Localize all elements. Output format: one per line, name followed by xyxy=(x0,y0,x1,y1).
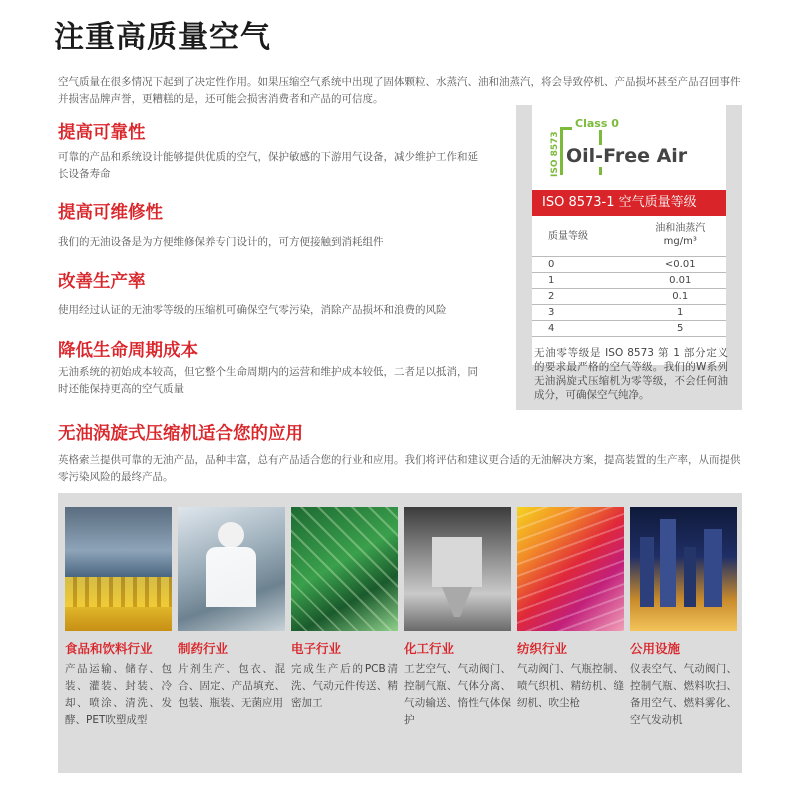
chemical-photo xyxy=(404,507,511,631)
section-title-lifecycle-cost: 降低生命周期成本 xyxy=(58,341,198,361)
section-title-maintainability: 提高可维修性 xyxy=(58,203,163,223)
row-value: 0.1 xyxy=(634,288,726,304)
logo-class-label: Class 0 xyxy=(572,117,622,130)
iso-table xyxy=(532,216,726,337)
table-row xyxy=(532,288,726,304)
industry-title: 制药行业 xyxy=(178,641,229,656)
industry-title: 纺织行业 xyxy=(517,641,568,656)
section-title-reliability: 提高可靠性 xyxy=(58,123,146,143)
row-class: 3 xyxy=(532,304,634,320)
row-class: 1 xyxy=(532,272,634,288)
industry-food-beverage xyxy=(65,507,172,729)
pharma-photo xyxy=(178,507,285,631)
industry-title: 公用设施 xyxy=(630,641,681,656)
industry-pharma xyxy=(178,507,285,712)
industry-text: 工艺空气、气动阀门、控制气瓶、气体分离、气动输送、惰性气体保护 xyxy=(404,663,511,726)
logo-main-label: Oil-Free Air xyxy=(566,145,688,167)
food-beverage-photo xyxy=(65,507,172,631)
table-row xyxy=(532,272,726,288)
industry-chemical xyxy=(404,507,511,729)
row-value: 1 xyxy=(634,304,726,320)
industry-text: 完成生产后的PCB清洗、气动元件传送、精密加工 xyxy=(291,663,398,709)
iso-col-oil-header xyxy=(634,216,726,256)
industry-title: 食品和饮料行业 xyxy=(65,641,153,656)
applications-title: 无油涡旋式压缩机适合您的应用 xyxy=(58,424,303,444)
row-class: 2 xyxy=(532,288,634,304)
iso-col-class-header: 质量等级 xyxy=(548,231,588,243)
industry-text: 仪表空气、气动阀门、控制气瓶、燃料吹扫、备用空气、燃料雾化、空气发动机 xyxy=(630,663,737,726)
table-row xyxy=(532,320,726,336)
industry-text: 片剂生产、包衣、混合、固定、产品填充、包装、瓶装、无菌应用 xyxy=(178,663,285,709)
industry-title: 化工行业 xyxy=(404,641,455,656)
iso-note: 无油零等级是 ISO 8573 第 1 部分定义的要求最严格的空气等级。我们的W系列无油涡旋式压缩机为零等级，不会任何油成分，可确保空气纯净。 xyxy=(534,347,728,401)
row-class: 0 xyxy=(532,256,634,272)
iso-table-title: ISO 8573-1 空气质量等级 xyxy=(532,190,726,216)
iso-col-oil-label: 油和油蒸汽 xyxy=(655,222,706,234)
industry-utilities xyxy=(630,507,737,729)
industry-title: 电子行业 xyxy=(291,641,342,656)
section-title-productivity: 改善生产率 xyxy=(58,272,146,292)
iso-col-oil-unit: mg/m³ xyxy=(663,235,697,247)
applications-text: 英格索兰提供可靠的无油产品，品种丰富，总有产品适合您的行业和应用。我们将评估和建议更合适的无油解决方案，提高装置的生产率，从而提供零污染风险的最终产品。 xyxy=(58,454,741,483)
industries-grid xyxy=(58,493,742,773)
textile-photo xyxy=(517,507,624,631)
industry-text: 产品运输、储存、包装、灌装、封装、冷却、喷涂、清洗、发酵、PET吹塑成型 xyxy=(65,663,172,726)
industry-textile xyxy=(517,507,624,712)
page-title: 注重高质量空气 xyxy=(54,20,271,55)
table-row xyxy=(532,304,726,320)
industry-text: 气动阀门、气瓶控制、喷气织机、精纺机、缝纫机、吹尘枪 xyxy=(517,663,624,709)
row-class: 4 xyxy=(532,320,634,336)
row-value: 0.01 xyxy=(634,272,726,288)
iso-panel xyxy=(516,105,742,410)
row-value: <0.01 xyxy=(634,256,726,272)
section-text-maintainability: 我们的无油设备是为方便维修保养专门设计的，可方便接触到消耗组件 xyxy=(58,236,384,248)
table-row xyxy=(532,256,726,272)
logo-iso-label: ISO 8573 xyxy=(550,131,560,177)
row-value: 5 xyxy=(634,320,726,336)
utilities-photo xyxy=(630,507,737,631)
section-text-reliability: 可靠的产品和系统设计能够提供优质的空气，保护敏感的下游用气设备，减少维护工作和延长设备寿命 xyxy=(58,151,478,180)
section-text-lifecycle-cost: 无油系统的初始成本较高，但它整个生命周期内的运营和维护成本较低，二者足以抵消，同时还能保持更高的空气质量 xyxy=(58,366,478,395)
industry-electronics xyxy=(291,507,398,712)
section-text-productivity: 使用经过认证的无油零等级的压缩机可确保空气零污染，消除产品损坏和浪费的风险 xyxy=(58,304,447,316)
electronics-photo xyxy=(291,507,398,631)
intro-paragraph: 空气质量在很多情况下起到了决定性作用。如果压缩空气系统中出现了固体颗粒、水蒸汽、油和油蒸汽，将会导致停机、产品损坏甚至产品召回事件并损害品牌声誉，更糟糕的是，还可能会损害消费者和产品的可信度。 xyxy=(58,76,741,105)
